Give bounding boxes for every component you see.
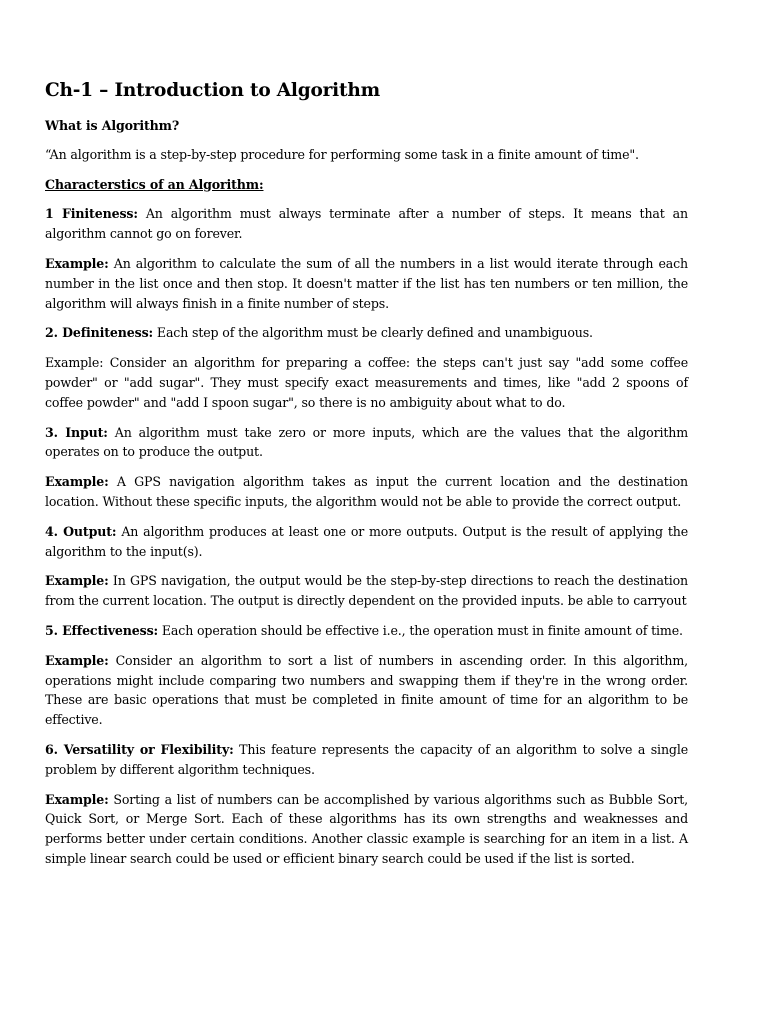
example-versatility [45, 790, 688, 869]
section-heading: 2. Definiteness: [45, 325, 154, 341]
example-text: A GPS navigation algorithm takes as input the current location and the destination location. Without these specific inputs, the algorithm would not be able to provide the correct output. [45, 474, 688, 509]
section-body: An algorithm must take zero or more inputs, which are the values that the algorithm operates on to produce the output. [45, 424, 688, 460]
section-body: Each operation should be effective i.e., the operation must in finite amount of time. [158, 622, 683, 638]
what-heading: What is Algorithm? [45, 118, 180, 133]
section-effectiveness [45, 621, 688, 641]
characteristics-heading-label: Characterstics of an Algorithm: [45, 176, 264, 192]
section-finiteness [45, 204, 688, 244]
section-definiteness [45, 323, 688, 343]
section-body: An algorithm must always terminate after a number of steps. It means that an algorithm cannot go on forever. [45, 206, 688, 242]
example-label: Example: [45, 573, 109, 589]
section-heading: 4. Output: [45, 523, 117, 539]
section-heading: 3. Input: [45, 424, 108, 440]
example-text: Sorting a list of numbers can be accomplished by various algorithms such as Bubble Sort, Quick Sort, or Merge Sort. Each of these algorithms has its own strengths and weaknesses and performs better under certain conditions. Another classic example is searching for an item in a list. A simple linear search could be used or efficient binary search could be used if the list is sorted. [45, 791, 688, 866]
section-heading: 1 Finiteness: [45, 206, 138, 222]
example-text: Consider an algorithm to sort a list of numbers in ascending order. In this algorithm, operations might include comparing two numbers and swapping them if they're in the wrong order. These are basic operations that must be completed in finite amount of time for an algorithm to be effective. [45, 652, 688, 728]
example-input [45, 472, 688, 512]
document-page [45, 78, 688, 879]
example-effectiveness [45, 651, 688, 730]
section-versatility [45, 740, 688, 780]
section-heading: 5. Effectiveness: [45, 622, 159, 638]
example-output [45, 571, 688, 611]
example-finiteness [45, 254, 688, 313]
example-label: Example: [45, 652, 109, 668]
characteristics-heading [45, 175, 688, 195]
example-label: Example: [45, 255, 109, 271]
section-body: This feature represents the capacity of an algorithm to solve a single problem by different algorithm techniques. [45, 741, 688, 777]
example-text: Example: Consider an algorithm for preparing a coffee: the steps can't just say "add some coffee powder" or "add sugar". They must specify exact measurements and times, like "add 2 spoons of coffee powder" and "add I spoon sugar", so there is no ambiguity about what to do. [45, 355, 688, 410]
example-text: In GPS navigation, the output would be the step-by-step directions to reach the destination from the current location. The output is directly dependent on the provided inputs. be able to carryout [45, 573, 688, 609]
section-output [45, 522, 688, 562]
section-body: An algorithm produces at least one or more outputs. Output is the result of applying the algorithm to the input(s). [45, 523, 688, 559]
example-label: Example: [45, 791, 109, 807]
section-input [45, 423, 688, 463]
example-label: Example: [45, 474, 109, 490]
example-definiteness [45, 353, 688, 412]
definition-text: “An algorithm is a step-by-step procedure for performing some task in a finite amount of time". [45, 146, 639, 162]
section-body: Each step of the algorithm must be clearly defined and unambiguous. [153, 325, 593, 341]
section-heading: 6. Versatility or Flexibility: [45, 741, 234, 757]
page-title: Ch-1 – Introduction to Algorithm [45, 80, 380, 101]
example-text: An algorithm to calculate the sum of all the numbers in a list would iterate through each number in the list once and then stop. It doesn't matter if the list has ten numbers or ten million, the algorithm will always finish in a finite number of steps. [45, 255, 688, 311]
